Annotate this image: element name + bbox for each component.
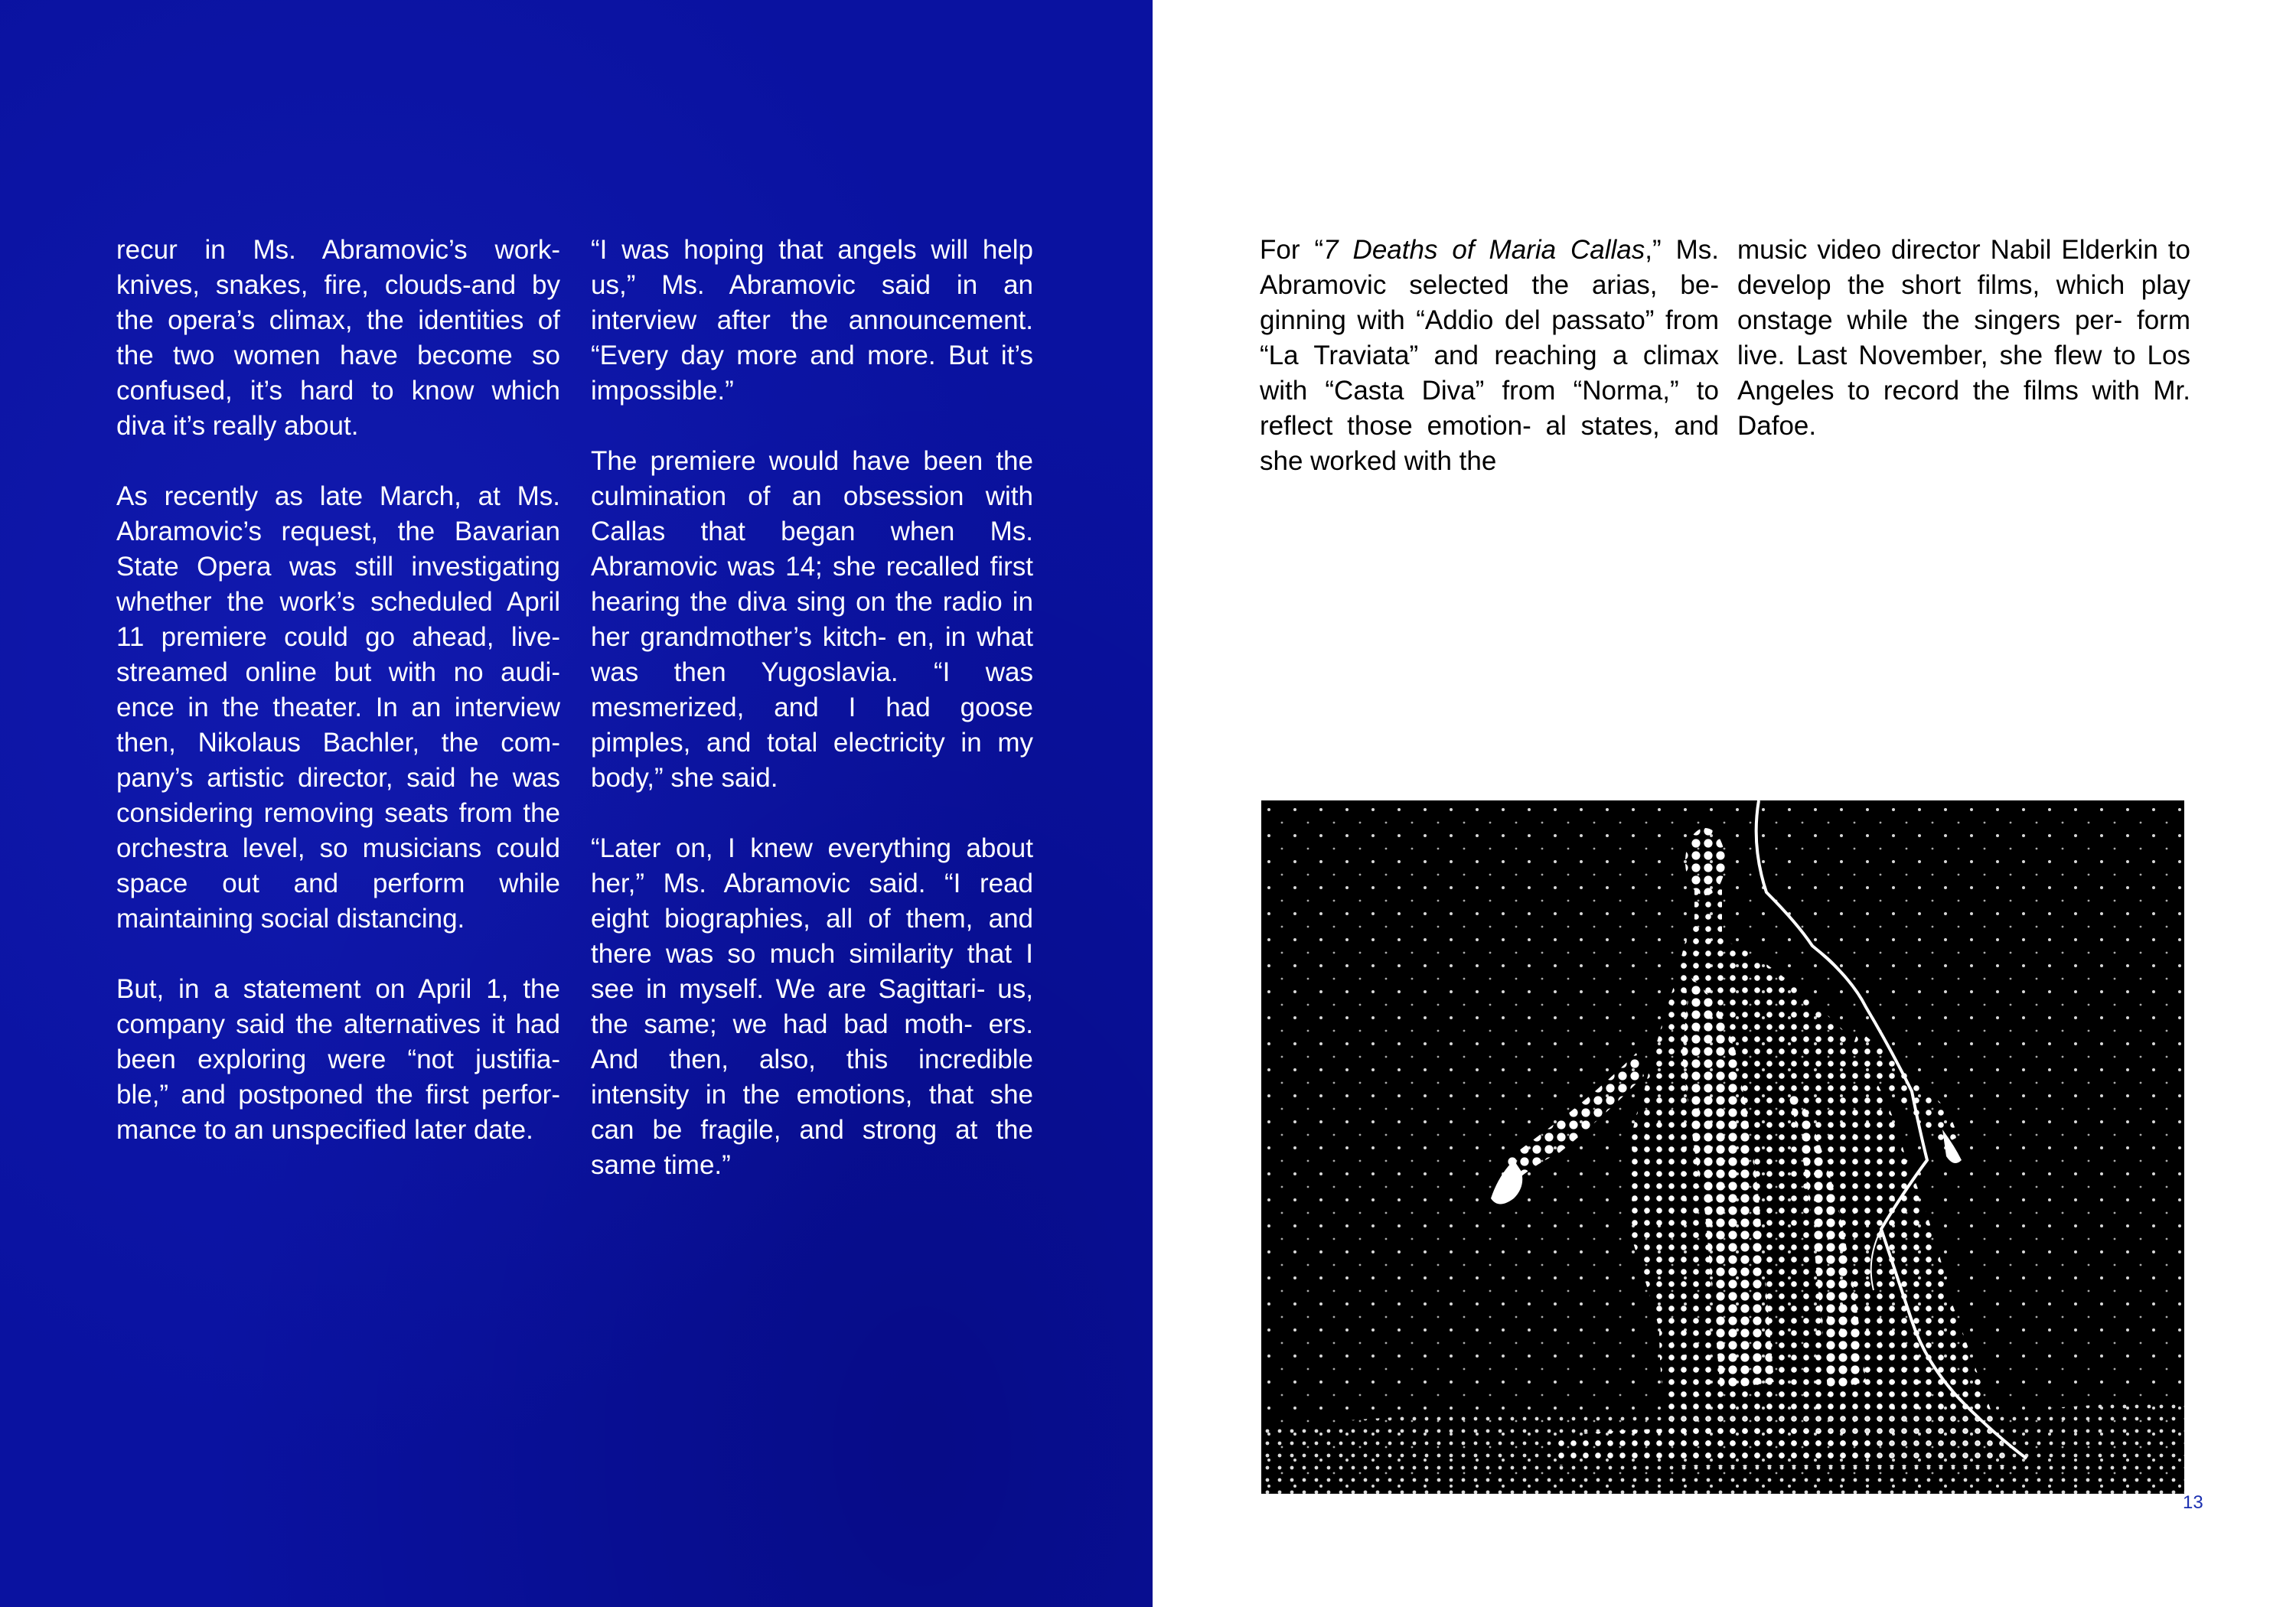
right-column-2	[1737, 233, 2190, 444]
paragraph: music video director Nabil Elderkin to develop the short films, which play onstage while the singers per- form live. Last November, she flew to Los Angeles to record the films with Mr. Dafoe.	[1737, 235, 2190, 441]
page-number: 13	[2183, 1492, 2203, 1513]
paragraph: The premiere would have been the culmination of an obsession with Callas that began when Ms. Abramovic was 14; she recalled first hearing the diva sing on the radio in her grandmother’s kitch- en, in what was then Yugoslavia. “I was mesmerized, and I had goose pimples, and total electricity in my body,” she said.	[591, 446, 1033, 793]
paragraph: recur in Ms. Abramovic’s work- knives, snakes, fire, clouds-and by the opera’s climax, the identities of the two women have become so confused, it’s hard to know which diva it’s really about.	[116, 235, 560, 441]
left-column-1	[116, 233, 560, 1148]
text-suffix: ,” Ms. Abramovic selected the arias, be- ginning with “Addio del passato” from “La Traviata” and reaching a climax with “Casta Diva” from “Norma,” to reflect those emotion- al states, and she worked with the	[1260, 235, 1719, 476]
text-prefix: For “	[1260, 235, 1324, 265]
paragraph: “Later on, I knew everything about her,” Ms. Abramovic said. “I read eight biographies, all of them, and there was so much similarity that I see in myself. We are Sagittari- us, the same; we had bad moth- ers. And then, also, this incredible intensity in the emotions, that she can be fragile, and strong at the same time.”	[591, 833, 1033, 1180]
opera-title: 7 Deaths of Maria Callas	[1323, 235, 1645, 265]
halftone-photo	[1261, 800, 2184, 1494]
left-column-2	[591, 233, 1033, 1183]
halftone-figure-image	[1261, 800, 2184, 1494]
paragraph	[1260, 233, 1719, 479]
right-page	[1153, 0, 2296, 1607]
paragraph: But, in a statement on April 1, the company said the alternatives it had been exploring were “not justifia- ble,” and postponed the first perfor- mance to an unspecified later date.	[116, 974, 560, 1145]
right-column-1	[1260, 233, 1719, 479]
paragraph: As recently as late March, at Ms. Abramovic’s request, the Bavarian State Opera was still investigating whether the work’s scheduled April 11 premiere could go ahead, live- streamed online but with no audi- ence in the theater. In an interview then, Nikolaus Bachler, the com- pany’s artistic director, said he was considering removing seats from the orchestra level, so musicians could space out and perform while maintaining social distancing.	[116, 481, 560, 934]
paragraph: “I was hoping that angels will help us,” Ms. Abramovic said in an interview after the announcement. “Every day more and more. But it’s impossible.”	[591, 235, 1033, 406]
